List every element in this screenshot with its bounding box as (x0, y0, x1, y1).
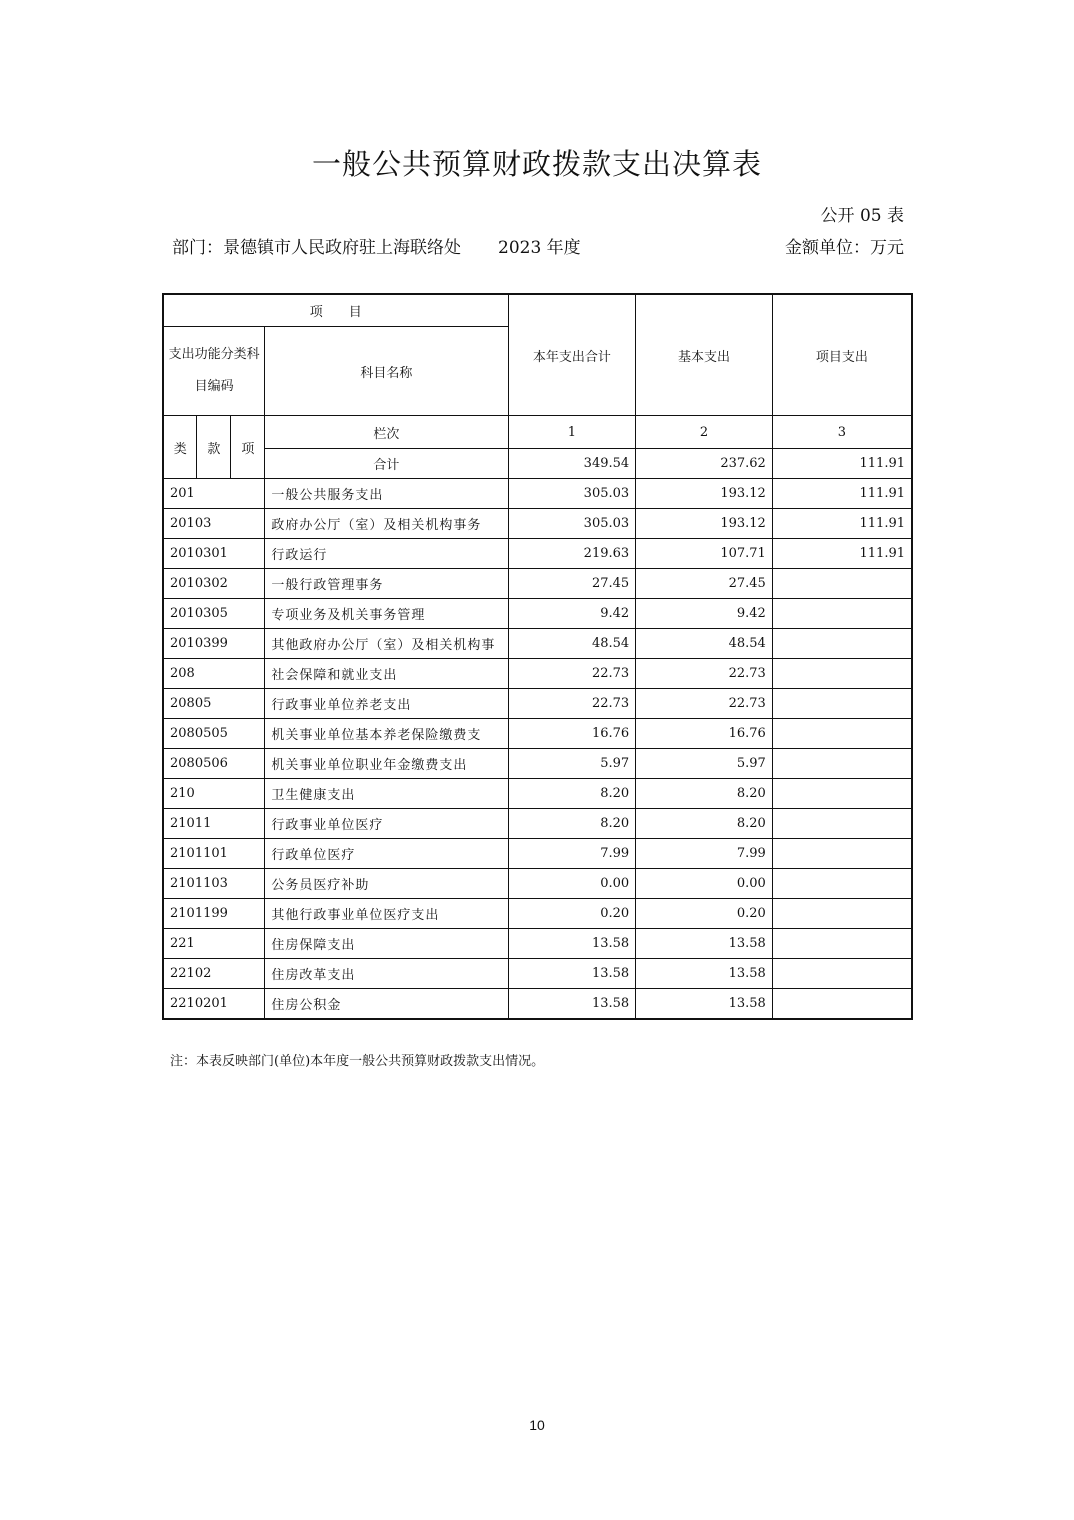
row-subject-name: 政府办公厅（室）及相关机构事务 (265, 509, 508, 539)
table-row (163, 809, 912, 839)
header-func-code: 支出功能分类科目编码 (163, 327, 265, 416)
row-total: 9.42 (508, 599, 636, 629)
header-kuan: 款 (197, 416, 231, 479)
page-number: 10 (529, 1417, 545, 1433)
row-subject-name: 机关事业单位基本养老保险缴费支 (265, 719, 508, 749)
row-basic: 0.00 (636, 869, 773, 899)
row-project (772, 809, 912, 839)
row-total: 27.45 (508, 569, 636, 599)
header-col-project: 项目支出 (772, 294, 912, 416)
row-code: 2010305 (163, 599, 265, 629)
row-code: 210 (163, 779, 265, 809)
row-basic: 0.20 (636, 899, 773, 929)
row-code: 21011 (163, 809, 265, 839)
row-basic: 193.12 (636, 479, 773, 509)
table-row (163, 629, 912, 659)
header-row-item (163, 294, 912, 327)
row-project (772, 659, 912, 689)
row-subject-name: 住房保障支出 (265, 929, 508, 959)
header-subject-name: 科目名称 (265, 327, 508, 416)
header-col-num-1: 1 (508, 416, 636, 449)
row-code: 201 (163, 479, 265, 509)
table-row (163, 689, 912, 719)
row-project (772, 749, 912, 779)
row-project (772, 599, 912, 629)
table-note: 注：本表反映部门(单位)本年度一般公共预算财政拨款支出情况。 (170, 1054, 545, 1069)
row-project: 111.91 (772, 479, 912, 509)
row-code: 2101103 (163, 869, 265, 899)
row-subject-name: 一般公共服务支出 (265, 479, 508, 509)
row-code: 2101101 (163, 839, 265, 869)
table-row (163, 569, 912, 599)
row-basic: 8.20 (636, 809, 773, 839)
row-code: 22102 (163, 959, 265, 989)
row-basic: 27.45 (636, 569, 773, 599)
table-row (163, 869, 912, 899)
total-label: 合计 (265, 449, 508, 479)
table-row (163, 899, 912, 929)
row-basic: 13.58 (636, 989, 773, 1020)
header-lanci: 栏次 (265, 416, 508, 449)
row-code: 20103 (163, 509, 265, 539)
row-project (772, 569, 912, 599)
header-col-basic: 基本支出 (636, 294, 773, 416)
row-project (772, 869, 912, 899)
header-xiang: 项 (231, 416, 265, 479)
row-subject-name: 住房公积金 (265, 989, 508, 1020)
table-row (163, 929, 912, 959)
row-total: 7.99 (508, 839, 636, 869)
row-basic: 13.58 (636, 959, 773, 989)
row-code: 2010302 (163, 569, 265, 599)
table-row (163, 479, 912, 509)
row-total: 8.20 (508, 779, 636, 809)
row-project (772, 989, 912, 1020)
row-subject-name: 其他政府办公厅（室）及相关机构事 (265, 629, 508, 659)
row-code: 2010399 (163, 629, 265, 659)
fiscal-year: 2023 年度 (498, 238, 581, 258)
row-project (772, 899, 912, 929)
row-subject-name: 专项业务及机关事务管理 (265, 599, 508, 629)
row-total: 16.76 (508, 719, 636, 749)
header-row-lanci (163, 416, 912, 449)
total-amount: 349.54 (508, 449, 636, 479)
row-code: 221 (163, 929, 265, 959)
table-row (163, 749, 912, 779)
table-row (163, 509, 912, 539)
table-row (163, 659, 912, 689)
row-subject-name: 机关事业单位职业年金缴费支出 (265, 749, 508, 779)
row-basic: 9.42 (636, 599, 773, 629)
table-row (163, 959, 912, 989)
row-subject-name: 行政事业单位医疗 (265, 809, 508, 839)
row-code: 20805 (163, 689, 265, 719)
table-row (163, 719, 912, 749)
row-code: 2080505 (163, 719, 265, 749)
row-total: 8.20 (508, 809, 636, 839)
row-total: 22.73 (508, 689, 636, 719)
row-basic: 7.99 (636, 839, 773, 869)
row-total: 13.58 (508, 929, 636, 959)
row-basic: 22.73 (636, 659, 773, 689)
row-total: 305.03 (508, 509, 636, 539)
row-basic: 16.76 (636, 719, 773, 749)
header-col-num-3: 3 (772, 416, 912, 449)
row-code: 2010301 (163, 539, 265, 569)
row-project: 111.91 (772, 509, 912, 539)
row-subject-name: 住房改革支出 (265, 959, 508, 989)
row-total: 13.58 (508, 959, 636, 989)
total-project: 111.91 (772, 449, 912, 479)
total-row (163, 449, 912, 479)
amount-unit: 金额单位：万元 (785, 238, 904, 258)
row-project (772, 779, 912, 809)
table-row (163, 539, 912, 569)
department-label: 部门：景德镇市人民政府驻上海联络处 (172, 238, 461, 258)
row-code: 208 (163, 659, 265, 689)
page-title: 一般公共预算财政拨款支出决算表 (311, 147, 762, 181)
row-subject-name: 行政运行 (265, 539, 508, 569)
row-subject-name: 社会保障和就业支出 (265, 659, 508, 689)
total-basic: 237.62 (636, 449, 773, 479)
row-basic: 193.12 (636, 509, 773, 539)
header-col-num-2: 2 (636, 416, 773, 449)
row-code: 2101199 (163, 899, 265, 929)
row-project (772, 689, 912, 719)
row-project (772, 929, 912, 959)
table-row (163, 839, 912, 869)
header-item: 项 目 (163, 294, 508, 327)
row-basic: 8.20 (636, 779, 773, 809)
header-col-total: 本年支出合计 (508, 294, 636, 416)
row-total: 13.58 (508, 989, 636, 1020)
row-basic: 107.71 (636, 539, 773, 569)
row-code: 2080506 (163, 749, 265, 779)
row-total: 305.03 (508, 479, 636, 509)
row-code: 2210201 (163, 989, 265, 1020)
table-row (163, 779, 912, 809)
table-body (163, 294, 912, 1019)
form-number: 公开 05 表 (820, 206, 904, 226)
row-total: 219.63 (508, 539, 636, 569)
row-total: 5.97 (508, 749, 636, 779)
row-total: 22.73 (508, 659, 636, 689)
row-subject-name: 公务员医疗补助 (265, 869, 508, 899)
row-project (772, 839, 912, 869)
row-subject-name: 卫生健康支出 (265, 779, 508, 809)
table-row (163, 599, 912, 629)
row-subject-name: 行政单位医疗 (265, 839, 508, 869)
row-project (772, 719, 912, 749)
row-basic: 13.58 (636, 929, 773, 959)
header-lei: 类 (163, 416, 197, 479)
row-basic: 5.97 (636, 749, 773, 779)
row-basic: 22.73 (636, 689, 773, 719)
row-total: 0.00 (508, 869, 636, 899)
table-row (163, 989, 912, 1020)
expenditure-table (162, 293, 913, 1020)
row-total: 48.54 (508, 629, 636, 659)
row-subject-name: 一般行政管理事务 (265, 569, 508, 599)
row-project: 111.91 (772, 539, 912, 569)
row-project (772, 959, 912, 989)
row-subject-name: 其他行政事业单位医疗支出 (265, 899, 508, 929)
row-subject-name: 行政事业单位养老支出 (265, 689, 508, 719)
row-basic: 48.54 (636, 629, 773, 659)
row-total: 0.20 (508, 899, 636, 929)
row-project (772, 629, 912, 659)
